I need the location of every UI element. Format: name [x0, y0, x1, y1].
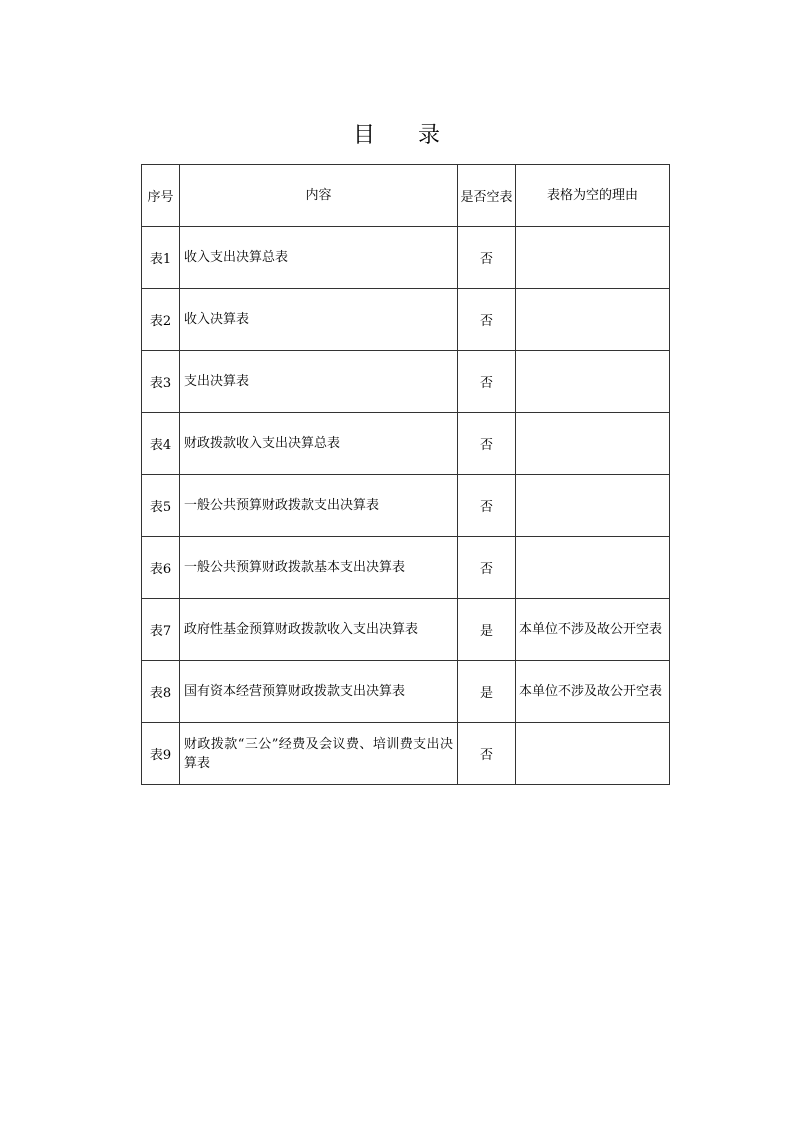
row-is-empty: 否 [458, 289, 516, 351]
row-is-empty: 是 [458, 661, 516, 723]
row-no: 表9 [142, 723, 180, 785]
row-content [180, 475, 458, 537]
row-content [180, 537, 458, 599]
row-content-text: 支出决算表 [184, 374, 250, 389]
row-content-text: 收入决算表 [184, 312, 250, 327]
table-row [142, 599, 670, 661]
header-no: 序号 [142, 165, 180, 227]
row-reason [516, 289, 670, 351]
row-content [180, 289, 458, 351]
row-content [180, 723, 458, 785]
row-no: 表4 [142, 413, 180, 475]
row-no: 表7 [142, 599, 180, 661]
row-content [180, 661, 458, 723]
row-is-empty: 是 [458, 599, 516, 661]
row-content-text: 收入支出决算总表 [184, 250, 289, 265]
row-no: 表8 [142, 661, 180, 723]
row-is-empty: 否 [458, 413, 516, 475]
row-reason: 本单位不涉及故公开空表 [516, 599, 670, 661]
table-row [142, 227, 670, 289]
row-content-text: 财政拨款“三公”经费及会议费、培训费支出决算表 [184, 736, 453, 771]
row-content-text: 国有资本经营预算财政拨款支出决算表 [184, 684, 406, 699]
row-content [180, 599, 458, 661]
row-is-empty: 否 [458, 351, 516, 413]
header-content: 内容 [180, 165, 458, 227]
table-row [142, 475, 670, 537]
row-reason [516, 475, 670, 537]
table-header-row [142, 165, 670, 227]
row-content-text: 政府性基金预算财政拨款收入支出决算表 [184, 622, 419, 637]
row-reason [516, 723, 670, 785]
header-reason: 表格为空的理由 [516, 165, 670, 227]
row-reason: 本单位不涉及故公开空表 [516, 661, 670, 723]
row-content [180, 351, 458, 413]
row-reason [516, 351, 670, 413]
table-row [142, 413, 670, 475]
row-no: 表5 [142, 475, 180, 537]
page-title: 目 录 [353, 123, 458, 148]
row-is-empty: 否 [458, 537, 516, 599]
row-content-text: 一般公共预算财政拨款基本支出决算表 [184, 560, 406, 575]
row-content-text: 一般公共预算财政拨款支出决算表 [184, 498, 380, 513]
table-row [142, 537, 670, 599]
row-no: 表6 [142, 537, 180, 599]
row-content [180, 413, 458, 475]
row-is-empty: 否 [458, 475, 516, 537]
table-row [142, 661, 670, 723]
table-row [142, 351, 670, 413]
toc-table [141, 164, 670, 785]
row-reason [516, 537, 670, 599]
row-reason [516, 227, 670, 289]
row-is-empty: 否 [458, 227, 516, 289]
row-content [180, 227, 458, 289]
table-row [142, 723, 670, 785]
row-is-empty: 否 [458, 723, 516, 785]
header-is-empty: 是否空表 [458, 165, 516, 227]
row-reason [516, 413, 670, 475]
row-no: 表2 [142, 289, 180, 351]
row-no: 表1 [142, 227, 180, 289]
table-row [142, 289, 670, 351]
row-no: 表3 [142, 351, 180, 413]
row-content-text: 财政拨款收入支出决算总表 [184, 436, 341, 451]
